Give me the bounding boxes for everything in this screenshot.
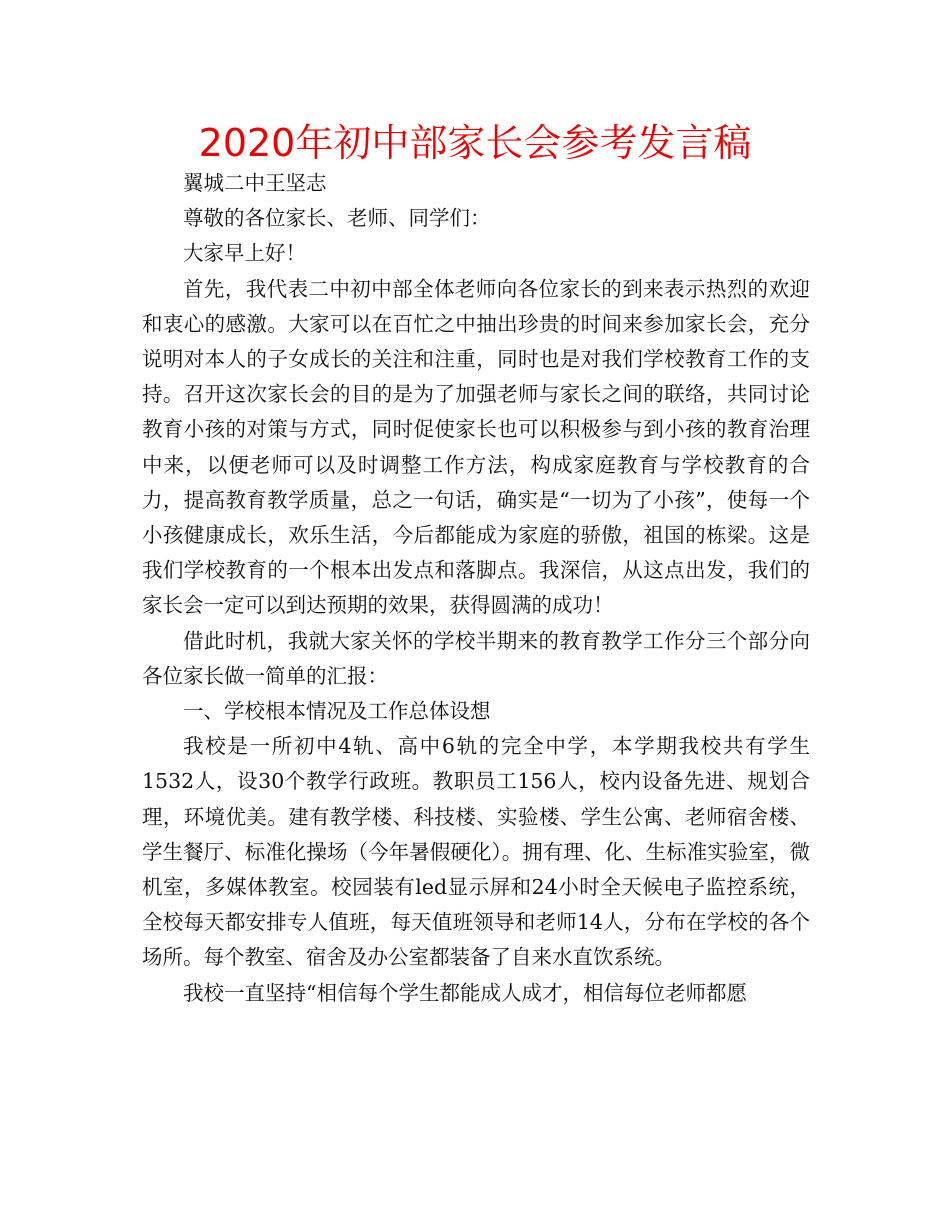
section-heading-1: 一、学校根本情况及工作总体设想 [183, 699, 491, 724]
salutation: 尊敬的各位家长、老师、同学们： [183, 206, 491, 231]
paragraph-report-intro: 借此时机，我就大家关怀的学校半期来的教育教学工作分三个部分向各位家长做一简单的汇报： [142, 628, 810, 688]
document-body [142, 166, 810, 1011]
paragraph-opening: 首先，我代表二中初中部全体老师向各位家长的到来表示热烈的欢迎和衷心的感激。大家可以在百忙之中抽出珍贵的时间来参加家长会，充分说明对本人的子女成长的关注和注重，同时也是对我们学校教育工作的支持。召开这次家长会的目的是为了加强老师与家长之间的联络，共同讨论教育小孩的对策与方式，同时促使家长也可以积极参与到小孩的教育治理中来，以便老师可以及时调整工作方法，构成家庭教育与学校教育的合力，提高教育教学质量，总之一句话，确实是“一切为了小孩”，使每一个小孩健康成长，欢乐生活，今后都能成为家庭的骄傲，祖国的栋梁。这是我们学校教育的一个根本出发点和落脚点。我深信，从这点出发，我们的家长会一定可以到达预期的效果，获得圆满的成功！ [142, 276, 810, 618]
author-line: 翼城二中王坚志 [183, 171, 327, 195]
paragraph-school-belief: 我校一直坚持“相信每个学生都能成人成才，相信每位老师都愿 [183, 980, 747, 1005]
document-title: 2020年初中部家长会参考发言稿 [198, 121, 752, 165]
greeting: 大家早上好！ [183, 241, 306, 266]
paragraph-school-overview: 我校是一所初中4轨、高中6轨的完全中学，本学期我校共有学生1532人，设30个教学行政班。教职员工156人，校内设备先进、规划合理，环境优美。建有教学楼、科技楼、实验楼、学生公寓、老师宿舍楼、学生餐厅、标准化操场（今年暑假硬化）。拥有理、化、生标准实验室，微机室，多媒体教室。校园装有led显示屏和24小时全天候电子监控系统，全校每天都安排专人值班，每天值班领导和老师14人，分布在学校的各个场所。每个教室、宿舍及办公室都装备了自来水直饮系统。 [142, 734, 810, 970]
